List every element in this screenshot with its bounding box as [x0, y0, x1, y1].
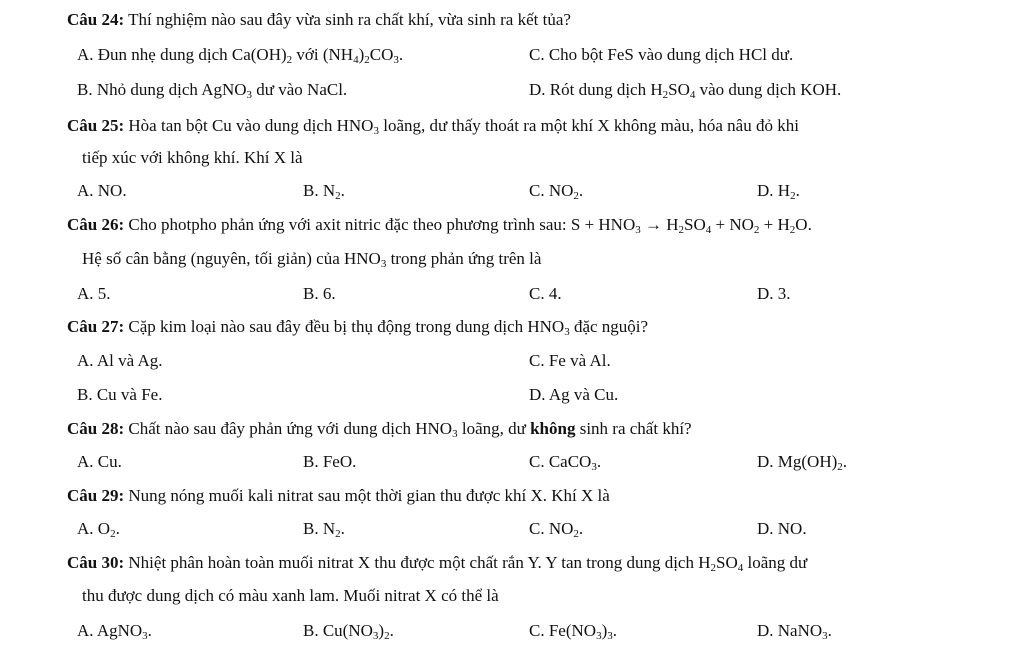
q27-option-c: C. Fe và Al.: [529, 351, 611, 370]
question-29-label: Câu 29:: [67, 486, 125, 505]
q25-option-d: D. $H_2$.: [757, 181, 800, 202]
q28-option-b: B. FeO.: [303, 452, 357, 471]
q24-option-a: A. Đun nhẹ dung dịch $Ca(OH)_2$ với $(NH_4)_2CO_3$.: [77, 45, 404, 66]
q30-option-d: D. NaNO$_3$.: [757, 621, 832, 642]
question-25-line-2: tiếp xúc với không khí. Khí X là: [82, 148, 303, 167]
q30-option-c: C. $Fe(NO_3)_3$.: [529, 621, 617, 642]
question-30-label: Câu 30:: [67, 553, 125, 572]
q24-option-b: B. Nhỏ dung dịch AgNO$_3$ dư vào NaCl.: [77, 80, 348, 101]
question-28-label: Câu 28:: [67, 419, 125, 438]
question-26-line-2: Hệ số cân bằng (nguyên, tối giản) của $HNO_3$ trong phản ứng trên là: [82, 249, 542, 270]
q29-option-a: A. $O_2$.: [77, 519, 120, 540]
q29-option-b: B. $N_2$.: [303, 519, 345, 540]
q26-option-a: A. 5.: [77, 284, 111, 303]
q30-option-b: B. $Cu(NO_3)_2$.: [303, 621, 394, 642]
question-27-line-1: Cặp kim loại nào sau đây đều bị thụ động trong dung dịch $HNO_3$ đặc nguội?: [128, 317, 649, 338]
q26-option-c: C. 4.: [529, 284, 562, 303]
q24-option-d: D. Rót dung dịch $H_2SO_4$ vào dung dịch KOH.: [529, 80, 842, 101]
question-28-line-1: Chất nào sau đây phản ứng với dung dịch $HNO_3$ loãng, dư không sinh ra chất khí?: [128, 419, 692, 440]
q24-option-c: C. Cho bột FeS vào dung dịch HCl dư.: [529, 45, 794, 64]
question-30-line-2: thu được dung dịch có màu xanh lam. Muối nitrat X có thể là: [82, 586, 499, 605]
q28-option-d: D. $Mg(OH)_2$.: [757, 452, 848, 473]
question-27-text: [67, 316, 648, 338]
question-26-line-1: Cho photpho phản ứng với axit nitric đặc theo phương trình sau: $S + HNO_3 \to H_2SO_4 + NO_2 + H_2O$.: [128, 215, 812, 236]
q25-option-c: C. $NO_2$.: [529, 181, 584, 202]
q28-option-a: A. Cu.: [77, 452, 122, 471]
q28-option-c: C. CaCO$_3$.: [529, 452, 602, 473]
q29-option-c: C. $NO_2$.: [529, 519, 584, 540]
q27-option-b: B. Cu và Fe.: [77, 385, 163, 404]
question-25-label: Câu 25:: [67, 116, 125, 135]
q25-option-b: B. $N_2$.: [303, 181, 345, 202]
q25-option-a: A. NO.: [77, 181, 127, 200]
question-28-text: [67, 418, 692, 440]
question-25-line-1: Hòa tan bột Cu vào dung dịch $HNO_3$ loãng, dư thấy thoát ra một khí X không màu, hóa nâu đỏ khi: [128, 116, 799, 137]
q27-option-d: D. Ag và Cu.: [529, 385, 619, 404]
question-24-line-1: Thí nghiệm nào sau đây vừa sinh ra chất khí, vừa sinh ra kết tủa?: [128, 10, 571, 29]
q26-option-d: D. 3.: [757, 284, 791, 303]
question-29-text: [67, 485, 610, 507]
question-25-text: [67, 115, 799, 137]
question-30-text: [67, 552, 807, 574]
question-27-label: Câu 27:: [67, 317, 125, 336]
q27-option-a: A. Al và Ag.: [77, 351, 163, 370]
question-24-text: [67, 9, 571, 31]
question-29-line-1: Nung nóng muối kali nitrat sau một thời gian thu được khí X. Khí X là: [128, 486, 610, 505]
question-24-label: Câu 24:: [67, 10, 125, 29]
q29-option-d: D. NO.: [757, 519, 807, 538]
question-30-line-1: Nhiệt phân hoàn toàn muối nitrat X thu được một chất rắn Y. Y tan trong dung dịch $H_2SO_4$ loãng dư: [128, 553, 808, 574]
q30-option-a: A. AgNO$_3$.: [77, 621, 152, 642]
question-26-label: Câu 26:: [67, 215, 125, 234]
q26-option-b: B. 6.: [303, 284, 336, 303]
question-26-text: [67, 214, 812, 236]
